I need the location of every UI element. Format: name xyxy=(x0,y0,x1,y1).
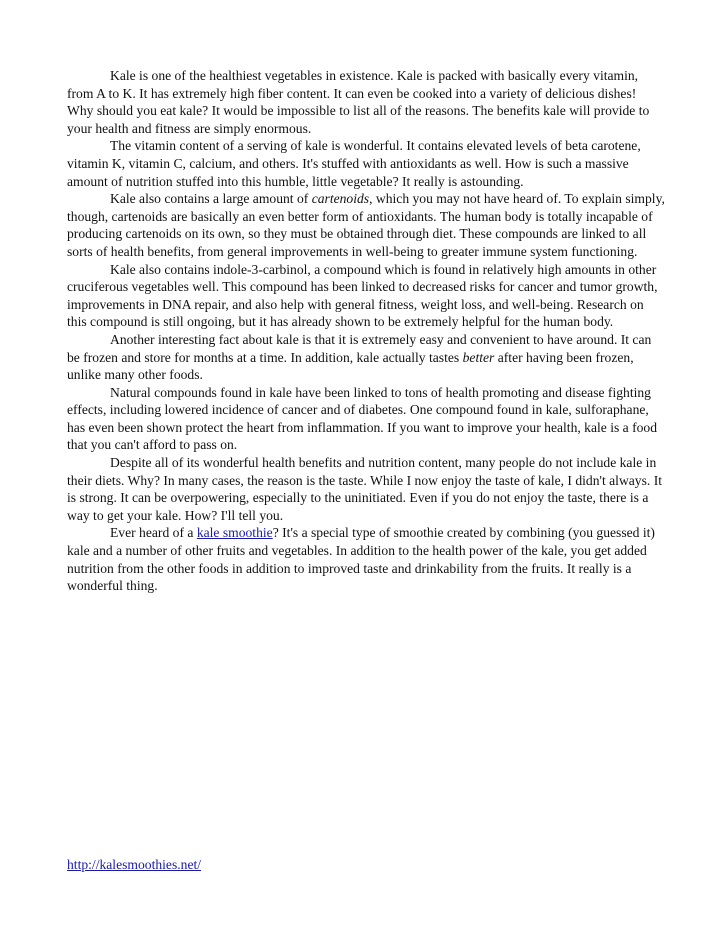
paragraph-8-end: ? It's a special type of smoothie created by combining (you guessed it) kale and a number of other fruits and vegetables. In addition to the health power of the kale, you get added nutrition from the other foods in addition to improved taste and drinkability from the fruits. It really is a wonderful thing. xyxy=(67,525,655,594)
paragraph-8 xyxy=(67,524,665,594)
paragraph-5-end: after having been frozen, unlike many other foods. xyxy=(67,349,634,383)
paragraph-7: Despite all of its wonderful health benefits and nutrition content, many people do not include kale in their diets. Why? In many cases, the reason is the taste. While I now enjoy the taste of kale, I didn't always. It is strong. It can be overpowering, especially to the uninitiated. Even if you do not enjoy the taste, there is a way to get your kale. How? I'll tell you. xyxy=(67,455,662,523)
better-emphasis: better xyxy=(462,349,495,365)
paragraph-6: Natural compounds found in kale have been linked to tons of health promoting and disease fighting effects, including lowered incidence of cancer and of diabetes. One compound found in kale, sulforaphane, has even been shown protect the heart from inflammation. If you want to improve your health, kale is a food that you can't afford to pass on. xyxy=(67,384,658,453)
footer-url-link[interactable]: http://kalesmoothies.net/ xyxy=(67,857,202,872)
paragraph-3-end: , which you may not have heard of. To explain simply, though, cartenoids are basically an even better form of antioxidants. The human body is totally incapable of producing cartenoids on its own, so they must be obtained through diet. These compounds are linked to all sorts of health benefits, from general improvements in well-being to greater immune system functioning. xyxy=(67,191,665,259)
paragraph-1: Kale is one of the healthiest vegetables in existence. Kale is packed with basically every vitamin, from A to K. It has extremely high fiber content. It can even be cooked into a variety of delicious dishes! Why should you eat kale? It would be impossible to list all of the reasons. The benefits kale will provide to your health and fitness are simply enormous. xyxy=(67,68,650,136)
paragraph-8-start: Ever heard of a xyxy=(110,525,197,541)
paragraph-3 xyxy=(67,190,665,260)
paragraph-5-start: Another interesting fact about kale is that it is extremely easy and convenient to have around. It can be frozen and store for months at a time. In addition, kale actually tastes xyxy=(67,331,652,365)
paragraph-3-start: Kale also contains a large amount of xyxy=(110,191,312,207)
kale-smoothie-link[interactable]: kale smoothie xyxy=(196,525,273,541)
footer xyxy=(67,856,201,873)
paragraph-5 xyxy=(67,331,665,384)
article-body xyxy=(67,67,665,595)
cartenoids-emphasis: cartenoids xyxy=(311,191,370,207)
paragraph-4: Kale also contains indole-3-carbinol, a compound which is found in relatively high amounts in other cruciferous vegetables well. This compound has been linked to decreased risks for cancer and tumor growth, improvements in DNA repair, and also help with general fitness, weight loss, and well-being. Research on this compound is still ongoing, but it has already shown to be extremely helpful for the human body. xyxy=(67,261,658,330)
paragraph-2: The vitamin content of a serving of kale is wonderful. It contains elevated levels of beta carotene, vitamin K, vitamin C, calcium, and others. It's stuffed with antioxidants as well. How is such a massive amount of nutrition stuffed into this humble, little vegetable? It really is astounding. xyxy=(67,138,641,189)
